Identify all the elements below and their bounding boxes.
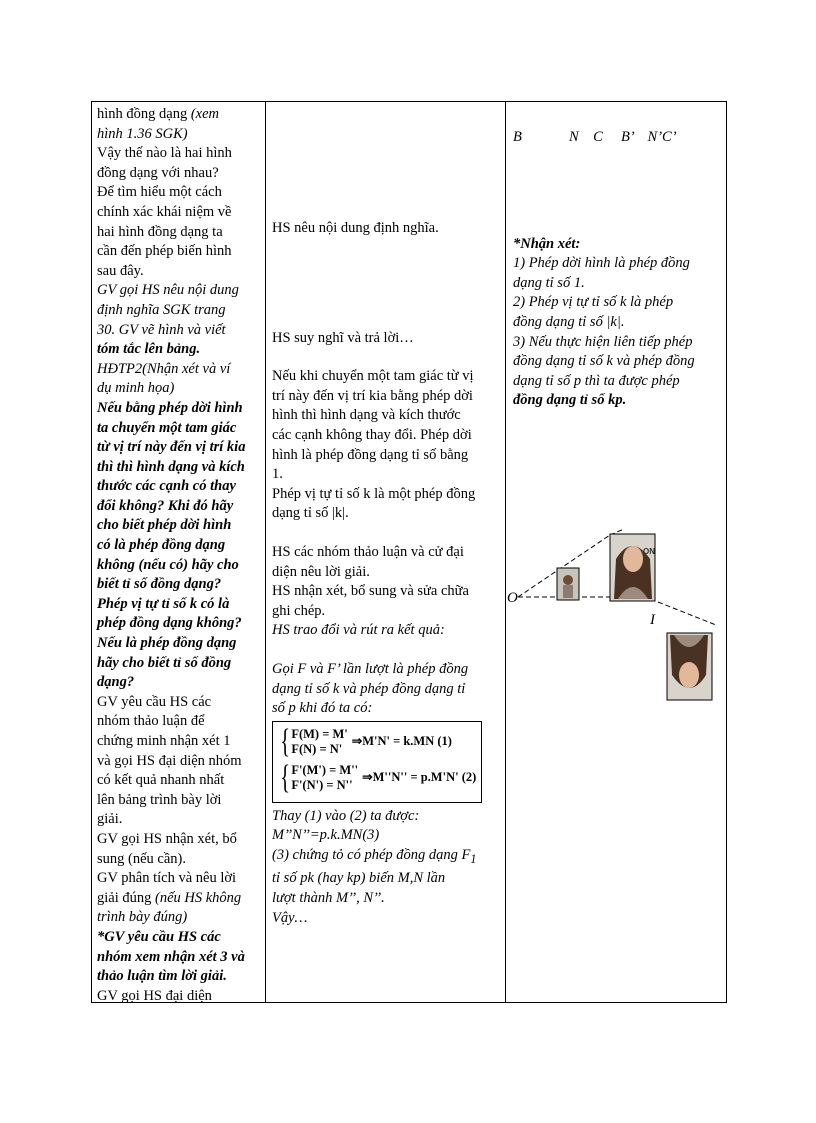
student-feedback: HS nhận xét, bổ sung và sửa chữa ghi chép.: [272, 583, 469, 619]
equation-box: [272, 721, 482, 803]
student-answer-definition: HS nêu nội dung định nghĩa.: [272, 220, 439, 236]
teacher-line: có là phép đồng dạng: [97, 537, 226, 554]
teacher-line: nhóm thảo luận để: [97, 713, 205, 730]
teacher-line: Nếu bằng phép dời hình: [97, 399, 243, 416]
student-exchange-result: HS trao đổi và rút ra kết quả:: [272, 622, 445, 639]
teacher-line: ta chuyển một tam giác: [97, 419, 237, 436]
equation-system-1: { F(M) = M' F(N) = N' ⇒M'N' = k.MN (1): [280, 722, 452, 760]
teacher-line: đồng dạng với nhau?: [97, 164, 219, 181]
teacher-line: Để tìm hiểu một cách: [97, 184, 222, 201]
teacher-line: Nếu là phép đồng dạng: [97, 635, 237, 652]
teacher-line: phép đồng dạng không?: [97, 615, 242, 632]
points-label-row: B N C B’ N’C’: [513, 129, 677, 145]
teacher-line: thước các cạnh có thay: [97, 478, 236, 495]
teacher-line: *GV yêu cầu HS các: [97, 928, 221, 945]
teacher-line: đổi không? Khi đó hãy: [97, 497, 234, 514]
teacher-line: GV gọi HS đại diện: [97, 987, 212, 1004]
board-notes-column: [505, 102, 726, 1002]
teacher-line: cần đến phép biến hình: [97, 243, 232, 260]
teacher-line: 30. GV vẽ hình và viết: [97, 321, 226, 338]
teacher-line: Vậy thế nào là hai hình: [97, 145, 232, 162]
teacher-line: định nghĩa SGK trang: [97, 301, 226, 318]
teacher-line: dụ minh họa): [97, 380, 175, 397]
teacher-line: và gọi HS đại diện nhóm: [97, 752, 242, 769]
teacher-line: hình 1.36 SGK): [97, 125, 188, 142]
remark-list: 1) Phép dời hình là phép đồng dạng tỉ số 1. 2) Phép vị tự tỉ số k là phép đồng dạng tỉ số |k|. 3) Nếu thực hiện liên tiếp phép đồng dạng tỉ số k và phép đồng dạng tỉ số p thì ta được phép đồng dạng tỉ số kp.: [513, 255, 695, 409]
teacher-line: lên bảng trình bày lời: [97, 791, 222, 808]
teacher-line: từ vị trí này đến vị trí kia: [97, 439, 246, 456]
teacher-line: nhóm xem nhận xét 3 và: [97, 948, 245, 965]
student-group-discussion: HS các nhóm thảo luận và cử đại diện nêu lời giải.: [272, 543, 464, 580]
teacher-line: hãy cho biết tỉ số đồng: [97, 654, 232, 671]
teacher-line: GV gọi HS nêu nội dung: [97, 282, 239, 299]
student-activity-column: [265, 102, 505, 1002]
teacher-line: thì thì hình dạng và kích: [97, 458, 245, 475]
ray-rotation: [658, 602, 716, 625]
svg-text:ON: ON: [643, 547, 655, 556]
proof-conclusion: Thay (1) vào (2) ta được: M’’N’’=p.k.MN(3) (3) chứng tỏ có phép đồng dạng $F_1$ tỉ số pk (hay kp) biến M,N lần lượt thành M’’, N’’. Vậy…: [272, 807, 477, 926]
student-answer-isometry: Nếu khi chuyển một tam giác từ vị trí này đến vị trí kia bằng phép dời hình thì hình dạng và kích thước các cạnh không thay đổi. Phép dời hình là phép đồng dạng tỉ số bằng 1.: [272, 368, 474, 483]
teacher-line: sau đây.: [97, 262, 144, 279]
equation-system-2: { F'(M') = M'' F'(N') = N'' ⇒M''N'' = p.M'N' (2): [280, 758, 477, 796]
teacher-line: GV yêu cầu HS các: [97, 693, 212, 710]
teacher-line: có kết quả nhanh nhất: [97, 772, 225, 789]
medium-photo: [610, 534, 655, 601]
teacher-line: giải đúng (nếu HS không: [97, 889, 242, 906]
lesson-table: [91, 101, 727, 1003]
student-answer-homothety: Phép vị tự tỉ số k là một phép đồng dạng tỉ số |k|.: [272, 485, 476, 522]
teacher-line: không (nếu có) hãy cho: [97, 556, 239, 573]
remark-title: *Nhận xét:: [513, 235, 581, 252]
teacher-line: hai hình đồng dạng ta: [97, 223, 223, 240]
proof-intro: Gọi F và F’ lần lượt là phép đồng dạng tỉ số k và phép đồng dạng tỉ số p khi đó ta có:: [272, 660, 469, 717]
teacher-line: giải.: [97, 811, 123, 828]
teacher-line: thảo luận tìm lời giải.: [97, 968, 227, 985]
teacher-line: trình bày đúng): [97, 909, 188, 926]
rotated-photo: [667, 633, 712, 700]
teacher-line: chứng minh nhận xét 1: [97, 733, 231, 749]
small-photo: [557, 568, 579, 600]
teacher-line: dạng?: [97, 674, 135, 691]
student-think-answer: HS suy nghĩ và trả lời…: [272, 329, 414, 346]
teacher-line: GV phân tích và nêu lời: [97, 870, 237, 887]
teacher-line: hình đồng dạng (xem: [97, 106, 220, 122]
teacher-line: tóm tắc lên bảng.: [97, 341, 201, 358]
teacher-line: biết tỉ số đồng dạng?: [97, 576, 222, 593]
label-I: I: [650, 612, 655, 628]
teacher-line: HĐTP2(Nhận xét và ví: [97, 360, 231, 377]
teacher-line: cho biết phép dời hình: [97, 517, 232, 534]
similarity-figure: [506, 529, 728, 729]
teacher-line: Phép vị tự tỉ số k có là: [97, 595, 230, 612]
teacher-line: sung (nếu cần).: [97, 850, 186, 867]
teacher-activity-column: [92, 102, 265, 1002]
teacher-line: chính xác khái niệm về: [97, 203, 232, 220]
label-O: O: [507, 590, 518, 606]
teacher-line: GV gọi HS nhận xét, bổ: [97, 830, 237, 847]
